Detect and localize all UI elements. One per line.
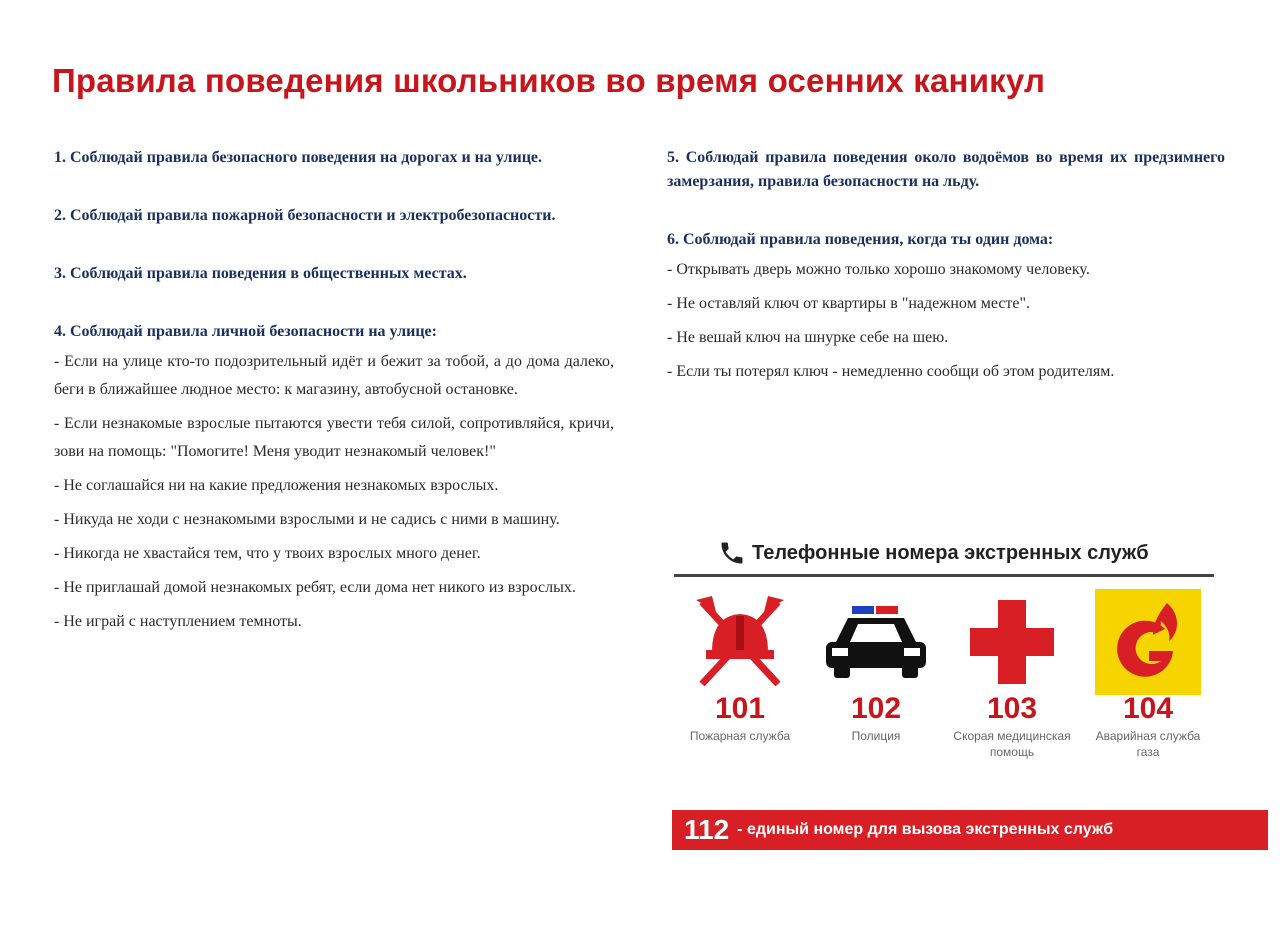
emergency-heading-text: Телефонные номера экстренных служб: [752, 541, 1149, 564]
rule-4-item: - Если незнакомые взрослые пытаются увести тебя силой, сопротивляйся, кричи, зови на помощь: "Помогите! Меня уводит незнакомый человек!": [54, 415, 614, 460]
rule-6-heading: 6. Соблюдай правила поведения, когда ты один дома:: [667, 231, 1054, 248]
service-number: 102: [850, 692, 902, 725]
rules-column-left: [54, 146, 614, 642]
unified-number-banner: [672, 810, 1268, 850]
unified-number: 112: [684, 814, 730, 845]
service-label: Аварийная служба газа: [1095, 729, 1201, 759]
rule-6-item: - Если ты потерял ключ - немедленно сообщи об этом родителям.: [667, 363, 1115, 380]
rule-3-heading: 3. Соблюдай правила поведения в общественных местах.: [54, 265, 467, 282]
service-police: [816, 594, 936, 744]
service-fire: [680, 594, 800, 744]
rule-4-item: - Никогда не хвастайся тем, что у твоих взрослых много денег.: [54, 545, 481, 562]
rule-4-item: - Никуда не ходи с незнакомыми взрослыми и не садись с ними в машину.: [54, 511, 560, 528]
rules-column-right: [667, 146, 1225, 392]
rule-5-heading: 5. Соблюдай правила поведения около водоёмов во время их предзимнего замерзания, правила безопасности на льду.: [667, 149, 1225, 190]
rule-1-heading: 1. Соблюдай правила безопасного поведения на дорогах и на улице.: [54, 149, 543, 166]
rule-4-item: - Не соглашайся ни на какие предложения незнакомых взрослых.: [54, 477, 499, 494]
service-gas: [1088, 594, 1208, 760]
rule-6-item: - Не вешай ключ на шнурке себе на шею.: [667, 329, 949, 346]
rule-2-heading: 2. Соблюдай правила пожарной безопасности и электробезопасности.: [54, 207, 556, 224]
service-label: Скорая медицинская помощь: [953, 729, 1071, 759]
service-number: 104: [1122, 692, 1174, 725]
phone-icon: [718, 539, 746, 567]
service-number: 101: [714, 692, 766, 725]
rule-4-item: - Не приглашай домой незнакомых ребят, если дома нет никого из взрослых.: [54, 579, 576, 596]
red-cross-icon: [968, 598, 1056, 686]
rule-6-item: - Не оставляй ключ от квартиры в "надежном месте".: [667, 295, 1031, 312]
rule-4-item: - Не играй с наступлением темноты.: [54, 613, 302, 630]
emergency-heading: [674, 532, 1214, 577]
rule-6-item: - Открывать дверь можно только хорошо знакомому человеку.: [667, 261, 1090, 278]
service-label: Пожарная служба: [689, 729, 791, 743]
emergency-numbers-panel: [672, 532, 1268, 852]
gas-service-icon: [1095, 589, 1201, 695]
page-title: Правила поведения школьников во время осенних каникул: [52, 62, 1046, 99]
firefighter-icon: [690, 594, 790, 690]
police-car-icon: [822, 602, 930, 682]
service-ambulance: [952, 594, 1072, 760]
service-label: Полиция: [851, 729, 901, 743]
service-number: 103: [986, 692, 1038, 725]
rule-4-heading: 4. Соблюдай правила личной безопасности на улице:: [54, 323, 437, 340]
unified-number-text: - единый номер для вызова экстренных служб: [737, 821, 1114, 838]
rule-4-item: - Если на улице кто-то подозрительный идёт и бежит за тобой, а до дома далеко, беги в ближайшее людное место: к магазину, автобусной остановке.: [54, 353, 614, 398]
